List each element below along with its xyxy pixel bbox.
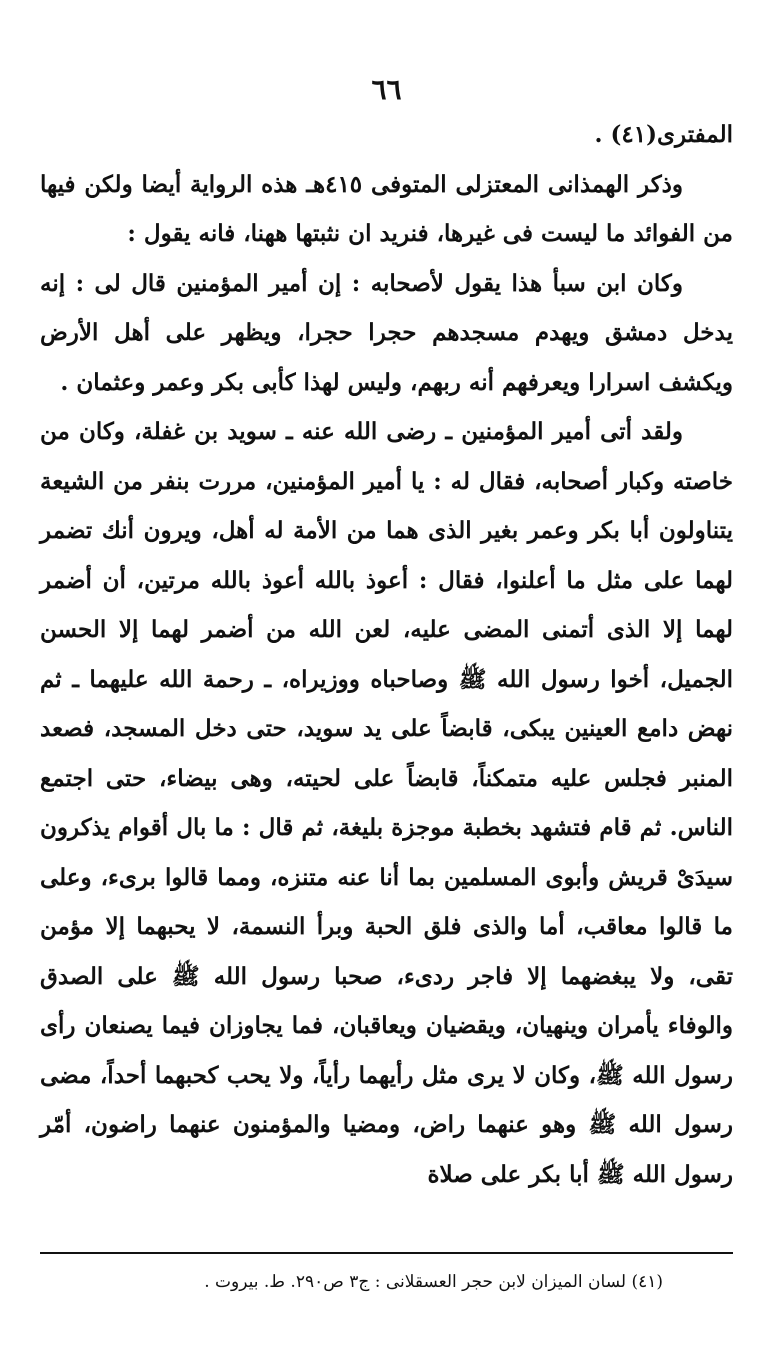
main-text	[40, 110, 733, 1199]
paragraph-continuation: المفترى(٤١) .	[594, 121, 733, 148]
paragraph-hamadhani: وذكر الهمذانى المعتزلى المتوفى ٤١٥هـ هذه الرواية أيضا ولكن فيها من الفوائد ما ليست فى غيرها، فنريد ان نثبتها ههنا، فانه يقول :	[40, 170, 733, 247]
footnote-divider	[40, 1252, 733, 1254]
paragraph-ibn-saba: وكان ابن سبأ هذا يقول لأصحابه : إن أمير المؤمنين قال لى : إنه يدخل دمشق ويهدم مسجدهم حجرا حجرا، ويظهر على أهل الأرض ويكشف اسرارا ويعرفهم أنه ربهم، وليس لهذا كأبى بكر وعمر وعثمان .	[40, 269, 733, 396]
page-number: ٦٦	[371, 73, 402, 106]
paragraph-suwayd: ولقد أتى أمير المؤمنين ـ رضى الله عنه ـ سويد بن غفلة، وكان من خاصته وكبار أصحابه، فقال له : يا أمير المؤمنين، مررت بنفر من الشيعة يتناولون أبا بكر وعمر بغير الذى هما من الأمة له أهل، ويرون أنك تضمر لهما على مثل ما أعلنوا، فقال : أعوذ بالله أعوذ بالله مرتين، أن أضمر لهما إلا الذى أتمنى المضى عليه، لعن الله من أضمر لهما إلا الحسن الجميل، أخوا رسول الله ﷺ وصاحباه ووزيراه، ـ رحمة الله عليهما ـ ثم نهض دامع العينين يبكى، قابضاً على يد سويد، حتى دخل المسجد، فصعد المنبر فجلس عليه متمكناً، قابضاً على لحيته، وهى بيضاء، حتى اجتمع الناس. ثم قام فتشهد بخطبة موجزة بليغة، ثم قال : ما بال أقوام يذكرون سيدَىْ قريش وأبوى المسلمين بما أنا عنه متنزه، ومما قالوا برىء، وعلى ما قالوا معاقب، أما والذى فلق الحبة وبرأ النسمة، لا يحبهما إلا مؤمن تقى، ولا يبغضهما إلا فاجر ردىء، صحبا رسول الله ﷺ على الصدق والوفاء يأمران وينهيان، ويقضيان ويعاقبان، فما يجاوزان فيما يصنعان رأى رسول الله ﷺ، وكان لا يرى مثل رأيهما رأياً، ولا يحب كحبهما أحداً، مضى رسول الله ﷺ وهو عنهما راض، ومضيا والمؤمنون عنهما راضون، أمّر رسول الله ﷺ أبا بكر على صلاة	[40, 418, 733, 1188]
footnote: (٤١) لسان الميزان لابن حجر العسقلانى : ج٣ ص٢٩٠. ط. بيروت .	[204, 1272, 663, 1292]
